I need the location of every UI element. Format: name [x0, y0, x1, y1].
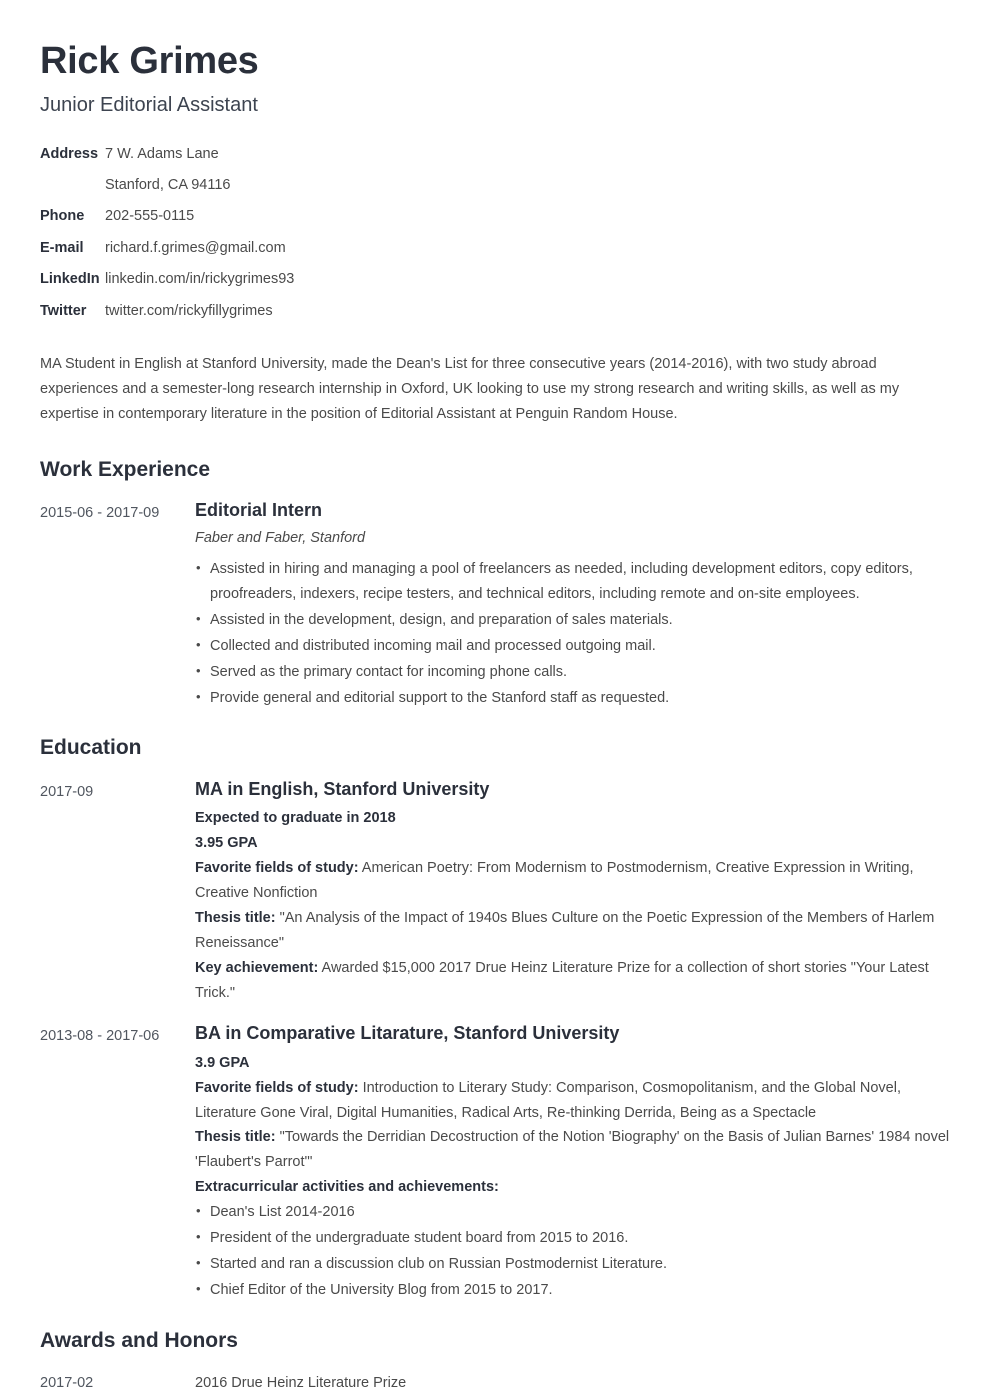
contact-row	[40, 237, 950, 259]
section-work-experience	[40, 457, 950, 711]
education-detail-text: American Poetry: From Modernism to Postmodernism, Creative Expression in Writing, Creative Nonfiction	[195, 860, 914, 902]
list-item: • Assisted in hiring and managing a pool of freelancers as needed, including development editors, copy editors, proofreaders, indexers, recipe testers, and technical editors, including remote and on-site employees.	[195, 557, 950, 607]
education-entry	[40, 778, 950, 1006]
contact-label: Phone	[40, 208, 85, 225]
contact-label: Twitter	[40, 302, 87, 319]
list-item: • Collected and distributed incoming mail and processed outgoing mail.	[195, 634, 950, 659]
entry-date: 2017-02	[40, 1375, 94, 1392]
entry-degree-title: BA in Comparative Litarature, Stanford University	[195, 1022, 620, 1043]
section-title-work-experience: Work Experience	[40, 458, 211, 482]
contact-label: LinkedIn	[40, 271, 100, 288]
contact-row	[40, 268, 950, 290]
entry-degree-title: MA in English, Stanford University	[195, 778, 490, 799]
candidate-job-title: Junior Editorial Assistant	[40, 93, 258, 116]
entry-date: 2015-06 - 2017-09	[40, 505, 160, 522]
list-item: • Started and ran a discussion club on Russian Postmodernist Literature.	[195, 1252, 950, 1277]
entry-organization: Faber and Faber, Stanford	[195, 530, 366, 547]
section-title-education: Education	[40, 736, 142, 760]
contact-row	[40, 300, 950, 322]
education-detail-text: Introduction to Literary Study: Comparison, Cosmopolitanism, and the Global Novel, Literature Gone Viral, Digital Humanities, Radical Arts, Re-thinking Derrida, Being as a Spectacle	[195, 1079, 901, 1121]
contact-value: richard.f.grimes@gmail.com	[105, 239, 286, 256]
education-detail-text: "Towards the Derridian Decostruction of the Notion 'Biography' on the Basis of Julian Barnes' 1984 novel 'Flaubert's Parrot'"	[195, 1129, 950, 1171]
education-highlight: 3.9 GPA	[195, 1054, 250, 1071]
awards-entries	[40, 1370, 950, 1395]
contact-label: Address	[40, 145, 99, 162]
education-entry	[40, 1022, 950, 1304]
education-detail-label: Thesis title:	[195, 1129, 276, 1146]
contact-label: E-mail	[40, 239, 84, 256]
section-title-awards: Awards and Honors	[40, 1329, 238, 1353]
list-item: • Assisted in the development, design, and preparation of sales materials.	[195, 608, 950, 633]
bullet-list	[195, 557, 950, 711]
education-detail-text: Awarded $15,000 2017 Drue Heinz Literature Prize for a collection of short stories "Your Latest Trick."	[195, 960, 929, 1001]
contact-value: twitter.com/rickyfillygrimes	[105, 302, 273, 319]
professional-summary: MA Student in English at Stanford University, made the Dean's List for three consecutive years (2014-2016), with two study abroad experiences and a semester-long research internship in Oxford, UK looking to use my strong research and writing skills, as well as my expertise in contemporary literature in the position of Editorial Assistant at Penguin Random House.	[40, 356, 900, 423]
contact-details	[40, 143, 950, 323]
list-item: • President of the undergraduate student board from 2015 to 2016.	[195, 1226, 950, 1251]
education-detail	[195, 856, 950, 906]
education-detail-label: Favorite fields of study:	[195, 1079, 359, 1096]
entry-date: 2013-08 - 2017-06	[40, 1027, 160, 1044]
bullet-list	[195, 1200, 950, 1303]
contact-value: linkedin.com/in/rickygrimes93	[105, 271, 295, 288]
education-detail	[195, 1125, 950, 1175]
section-education	[40, 735, 950, 1304]
education-detail-label: Key achievement:	[195, 960, 319, 977]
education-detail-label: Thesis title:	[195, 910, 276, 927]
entry-body	[195, 1022, 950, 1304]
education-detail-text: "An Analysis of the Impact of 1940s Blues Culture on the Poetic Expression of the Members of Harlem Reneissance"	[195, 910, 935, 952]
list-item: • Provide general and editorial support to the Stanford staff as requested.	[195, 686, 950, 711]
contact-row	[40, 143, 950, 165]
list-item: • Chief Editor of the University Blog from 2015 to 2017.	[195, 1278, 950, 1303]
entry-body	[195, 499, 950, 711]
education-detail-label: Favorite fields of study:	[195, 860, 359, 877]
education-highlight: Expected to graduate in 2018	[195, 810, 396, 827]
contact-value: 7 W. Adams Lane	[105, 145, 219, 162]
education-detail	[195, 1076, 950, 1126]
entry-date: 2017-09	[40, 783, 94, 800]
entry-body	[195, 1370, 950, 1395]
contact-row	[40, 174, 950, 196]
award-entry	[40, 1370, 950, 1395]
candidate-name: Rick Grimes	[40, 40, 259, 82]
contact-row	[40, 205, 950, 227]
award-text: 2016 Drue Heinz Literature Prize	[195, 1375, 407, 1392]
education-detail	[195, 956, 950, 1006]
education-highlight: 3.95 GPA	[195, 835, 258, 852]
contact-value: 202-555-0115	[105, 208, 195, 225]
entry-role-title: Editorial Intern	[195, 500, 323, 521]
list-item: • Served as the primary contact for incoming phone calls.	[195, 660, 950, 685]
work-experience-entries	[40, 499, 950, 711]
education-bullets-heading: Extracurricular activities and achievements:	[195, 1179, 499, 1196]
education-detail	[195, 906, 950, 956]
entry-body	[195, 778, 950, 1006]
experience-entry	[40, 499, 950, 711]
contact-value: Stanford, CA 94116	[105, 177, 231, 194]
education-entries	[40, 778, 950, 1304]
section-awards	[40, 1328, 950, 1395]
list-item: • Dean's List 2014-2016	[195, 1200, 950, 1225]
